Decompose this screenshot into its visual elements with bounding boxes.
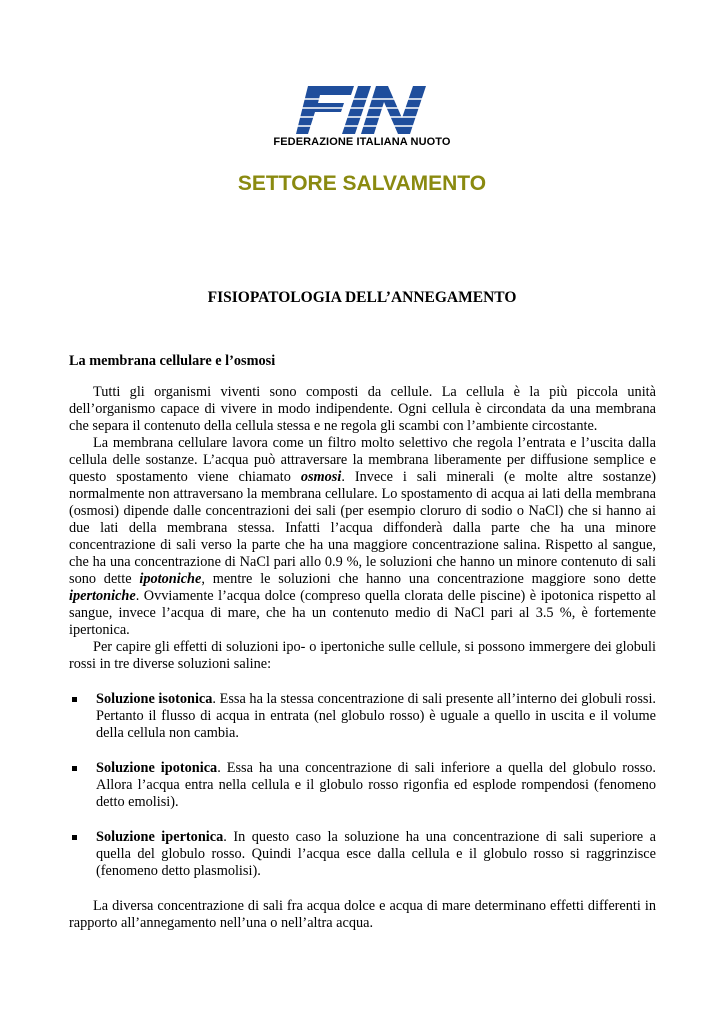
paragraph-4: La diversa concentrazione di sali fra acqua dolce e acqua di mare determinano effetti differenti in rapporto all’annegamento nell’una o nell’altra acqua. — [69, 898, 656, 931]
list-item — [69, 691, 656, 742]
list-item — [69, 829, 656, 880]
bullet-icon — [72, 697, 77, 702]
paragraph-2 — [69, 435, 656, 639]
sector-title: SETTORE SALVAMENTO — [237, 172, 487, 195]
paragraph-2-text-a: La membrana cellulare lavora come un filtro molto selettivo che regola l’entrata e l’uscita dalla cellula delle sostanze. L’acqua può attraversare la membrana liberamente per diffusione semplice e questo spostamento viene chiamato — [69, 435, 656, 485]
list-item-term: Soluzione isotonica — [96, 691, 213, 707]
bullet-icon — [72, 766, 77, 771]
list-item-term: Soluzione ipertonica — [96, 829, 224, 845]
paragraph-2-text-c: , mentre le soluzioni che hanno una concentrazione maggiore sono dette — [201, 571, 656, 587]
document-body — [69, 353, 656, 932]
list-item-text: . Essa ha la stessa concentrazione di sali presente all’interno dei globuli rossi. Pertanto il flusso di acqua in entrata (nel globulo rosso) è uguale a quello in uscita e il volume della cellula non cambia. — [96, 691, 656, 741]
document-title: FISIOPATOLOGIA DELL’ANNEGAMENTO — [207, 289, 517, 306]
term-ipertoniche: ipertoniche — [69, 588, 136, 604]
paragraph-1: Tutti gli organismi viventi sono composti da cellule. La cellula è la più piccola unità dell’organismo capace di vivere in modo indipendente. Ogni cellula è circondata da una membrana che separa il contenuto della cellula stessa e ne regola gli scambi con l’ambiente circostante. — [69, 384, 656, 434]
term-ipotoniche: ipotoniche — [139, 571, 202, 587]
list-item-text: . In questo caso la soluzione ha una concentrazione di sali superiore a quella del globulo rosso. Quindi l’acqua esce dalla cellula e il globulo rosso si raggrinzisce (fenomeno detto plasmolisi). — [96, 829, 656, 879]
paragraph-2-text-d: . Ovviamente l’acqua dolce (compreso quella clorata delle piscine) è ipotonica rispetto al sangue, invece l’acqua di mare, che ha un contenuto medio di NaCl pari al 3.5 %, è fortemente ipertonica. — [69, 588, 656, 638]
list-item — [69, 760, 656, 811]
section-heading: La membrana cellulare e l’osmosi — [69, 353, 276, 369]
paragraph-3: Per capire gli effetti di soluzioni ipo- o ipertoniche sulle cellule, si possono immergere dei globuli rossi in tre diverse soluzioni saline: — [69, 639, 656, 672]
term-osmosi: osmosi — [300, 469, 342, 485]
fin-logo — [296, 84, 432, 136]
bullet-icon — [72, 835, 77, 840]
paragraph-2-text-b: . Invece i sali minerali (e molte altre sostanze) normalmente non attraversano la membrana cellulare. Lo spostamento di acqua ai lati della membrana (osmosi) dipende dalle concentrazioni dei sali (per esempio cloruro di sodio o NaCl) che si hanno ai due lati della membrana stessa. Infatti l’acqua diffonderà dalla parte che ha una minore concentrazione di sali verso la parte che ha una maggiore concentrazione salina. Rispetto al sangue, che ha una concentrazione di NaCl pari allo 0.9 %, le soluzioni che hanno un minore contenuto di sali sono dette — [69, 469, 657, 587]
list-item-text: . Essa ha una concentrazione di sali inferiore a quella del globulo rosso. Allora l’acqua entra nella cellula e il globulo rosso rigonfia ed esplode rompendosi (fenomeno detto emolisi). — [96, 760, 656, 810]
organization-name: FEDERAZIONE ITALIANA NUOTO — [273, 136, 451, 148]
solution-list — [69, 691, 656, 880]
list-item-term: Soluzione ipotonica — [96, 760, 218, 776]
